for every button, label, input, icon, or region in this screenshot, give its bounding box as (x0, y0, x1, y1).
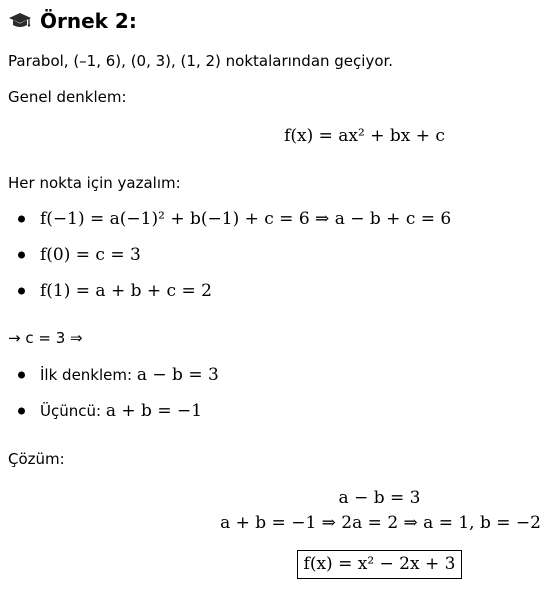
reduced-equation-label: Üçüncü: (40, 402, 102, 420)
point-equation: f(1) = a + b + c = 2 (8, 276, 451, 306)
c-value-note: → c = 3 ⇒ (8, 329, 83, 347)
reduced-equations-list (8, 360, 219, 426)
solution-line: a + b = −1 ⇒ 2a = 2 ⇒ a = 1, b = −2 (220, 513, 541, 533)
intro-text: Parabol, (–1, 6), (0, 3), (1, 2) noktalarından geçiyor. (8, 52, 394, 70)
solution-line: a − b = 3 (338, 488, 421, 508)
reduced-equation-math: a + b = −1 (105, 401, 203, 421)
general-equation: f(x) = ax² + bx + c (284, 126, 445, 146)
point-equations-list (8, 204, 451, 306)
graduation-cap-icon (8, 9, 32, 33)
reduced-equation-label: İlk denklem: (40, 366, 133, 384)
reduced-equation (8, 360, 219, 390)
final-answer: f(x) = x² − 2x + 3 (297, 550, 463, 579)
example-heading (8, 9, 137, 33)
solution-label: Çözüm: (8, 450, 65, 468)
example-title: Örnek 2: (40, 9, 137, 33)
final-answer-box (200, 550, 559, 579)
point-equation: f(−1) = a(−1)² + b(−1) + c = 6 ⇒ a − b + c = 6 (8, 204, 451, 234)
general-equation-label: Genel denklem: (8, 88, 127, 106)
point-equation: f(0) = c = 3 (8, 240, 451, 270)
reduced-equation (8, 396, 219, 426)
each-point-label: Her nokta için yazalım: (8, 174, 181, 192)
reduced-equation-math: a − b = 3 (136, 365, 219, 385)
